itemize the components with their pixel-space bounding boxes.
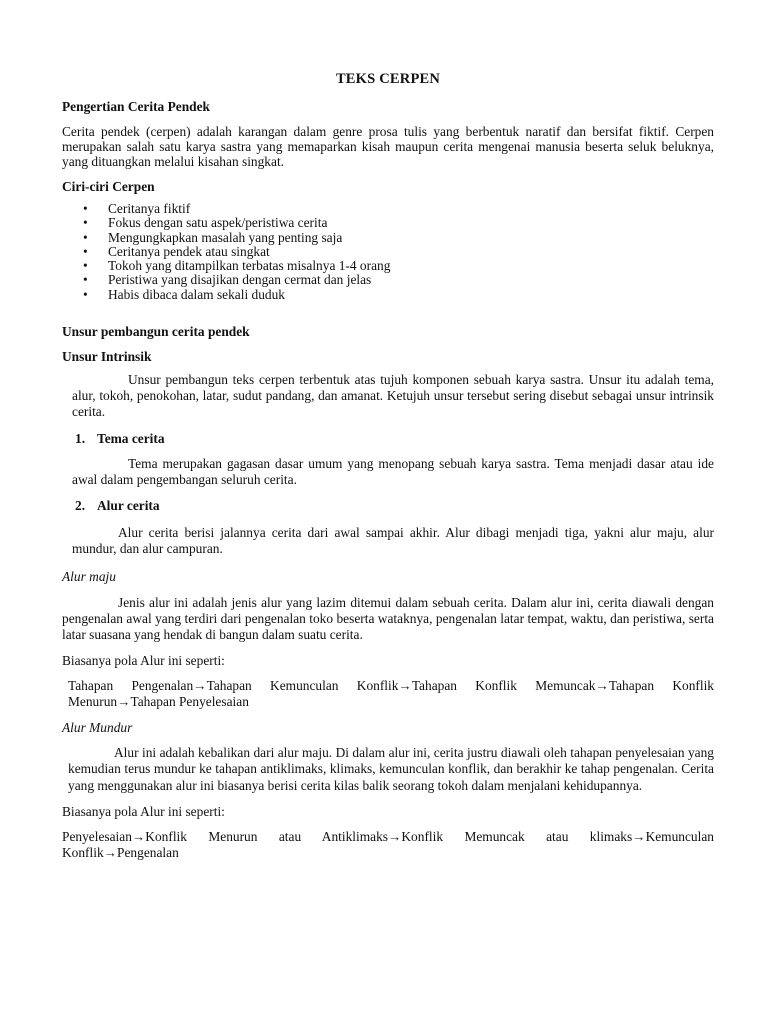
bullet-icon: • xyxy=(83,229,88,245)
bullet-icon: • xyxy=(83,215,88,231)
list-item: • Fokus dengan satu aspek/peristiwa cerita xyxy=(83,215,328,231)
list-item: • Peristiwa yang disajikan dengan cermat dan jelas xyxy=(83,272,372,288)
alur-mundur-heading: Alur Mundur xyxy=(62,720,133,736)
bullet-icon: • xyxy=(83,258,88,274)
pengertian-heading: Pengertian Cerita Pendek xyxy=(62,99,211,114)
list-item: • Habis dibaca dalam sekali duduk xyxy=(83,286,286,302)
alur-maju-pola: Tahapan Pengenalan→Tahapan Kemunculan Konflik→Tahapan Konflik Memuncak→Tahapan Konflik Menurun→Tahapan Penyelesaian xyxy=(68,678,714,710)
tema-heading xyxy=(75,431,714,446)
list-item: • Ceritanya fiktif xyxy=(83,201,191,216)
document-title: TEKS CERPEN xyxy=(335,71,441,87)
bullet-icon: • xyxy=(83,286,88,302)
alur-mundur-pola: Penyelesaian→Konflik Menurun atau Antiklimaks→Konflik Memuncak atau klimaks→Kemunculan Konflik→Pengenalan xyxy=(62,828,714,860)
bullet-icon: • xyxy=(83,272,88,288)
intrinsik-body: Unsur pembangun teks cerpen terbentuk atas tujuh komponen sebuah karya sastra. Unsur itu adalah tema, alur, tokoh, penokohan, latar, sudut pandang, dan amanat. Ketujuh unsur tersebut sering disebut sebagai unsur intrinsik cerita. xyxy=(72,372,714,420)
alur-heading-label: Alur cerita xyxy=(97,498,160,514)
ciri-heading: Ciri-ciri Cerpen xyxy=(62,179,155,194)
unsur-heading: Unsur pembangun cerita pendek xyxy=(62,324,250,340)
bullet-icon: • xyxy=(83,243,88,259)
list-item: • Mengungkapkan masalah yang penting saja xyxy=(83,229,343,245)
list-item: • Tokoh yang ditampilkan terbatas misalnya 1-4 orang xyxy=(83,258,391,274)
alur-maju-body: Jenis alur ini adalah jenis alur yang lazim ditemui dalam sebuah cerita. Dalam alur ini, cerita diawali dengan pengenalan awal yang terdiri dari pengenalan toko beserta wataknya, pengenalan latar tempat, waktu, dan peristiwa, serta latar suasana yang hendak di bangun dalam suatu cerita. xyxy=(62,594,714,642)
intrinsik-heading: Unsur Intrinsik xyxy=(62,349,152,365)
alur-maju-heading: Alur maju xyxy=(62,568,116,584)
alur-body: Alur cerita berisi jalannya cerita dari awal sampai akhir. Alur dibagi menjadi tiga, yakni alur maju, alur mundur, dan alur campuran. xyxy=(72,525,714,557)
bullet-icon: • xyxy=(83,201,88,216)
tema-body: Tema merupakan gagasan dasar umum yang menopang sebuah karya sastra. Tema menjadi dasar atau ide awal dalam pengembangan seluruh cerita. xyxy=(72,455,714,487)
pengertian-body: Cerita pendek (cerpen) adalah karangan dalam genre prosa tulis yang berbentuk naratif dan bersifat fiktif. Cerpen merupakan salah satu karya sastra yang memaparkan kisah maupun cerita mengenai manusia beserta seluk beluknya, yang dituangkan melalui kisahan singkat. xyxy=(62,124,714,169)
tema-number: 1. xyxy=(75,430,86,446)
list-item: • Ceritanya pendek atau singkat xyxy=(83,243,270,259)
alur-number: 2. xyxy=(75,498,86,514)
alur-mundur-body: Alur ini adalah kebalikan dari alur maju. Di dalam alur ini, cerita justru diawali oleh tahapan penyelesaian yang kemudian terus mundur ke tahapan antiklimaks, klimaks, kemunculan konflik, dan berakhir ke tahap pengenalan. Cerita yang menggunakan alur ini biasanya berisi cerita kilas balik seorang tokoh dalam menjalani kehidupannya. xyxy=(68,745,714,793)
alur-heading xyxy=(75,498,714,513)
ciri-list xyxy=(62,202,714,302)
alur-maju-pola-label: Biasanya pola Alur ini seperti: xyxy=(62,653,225,669)
alur-mundur-pola-label: Biasanya pola Alur ini seperti: xyxy=(62,803,225,819)
tema-heading-label: Tema cerita xyxy=(97,430,165,446)
